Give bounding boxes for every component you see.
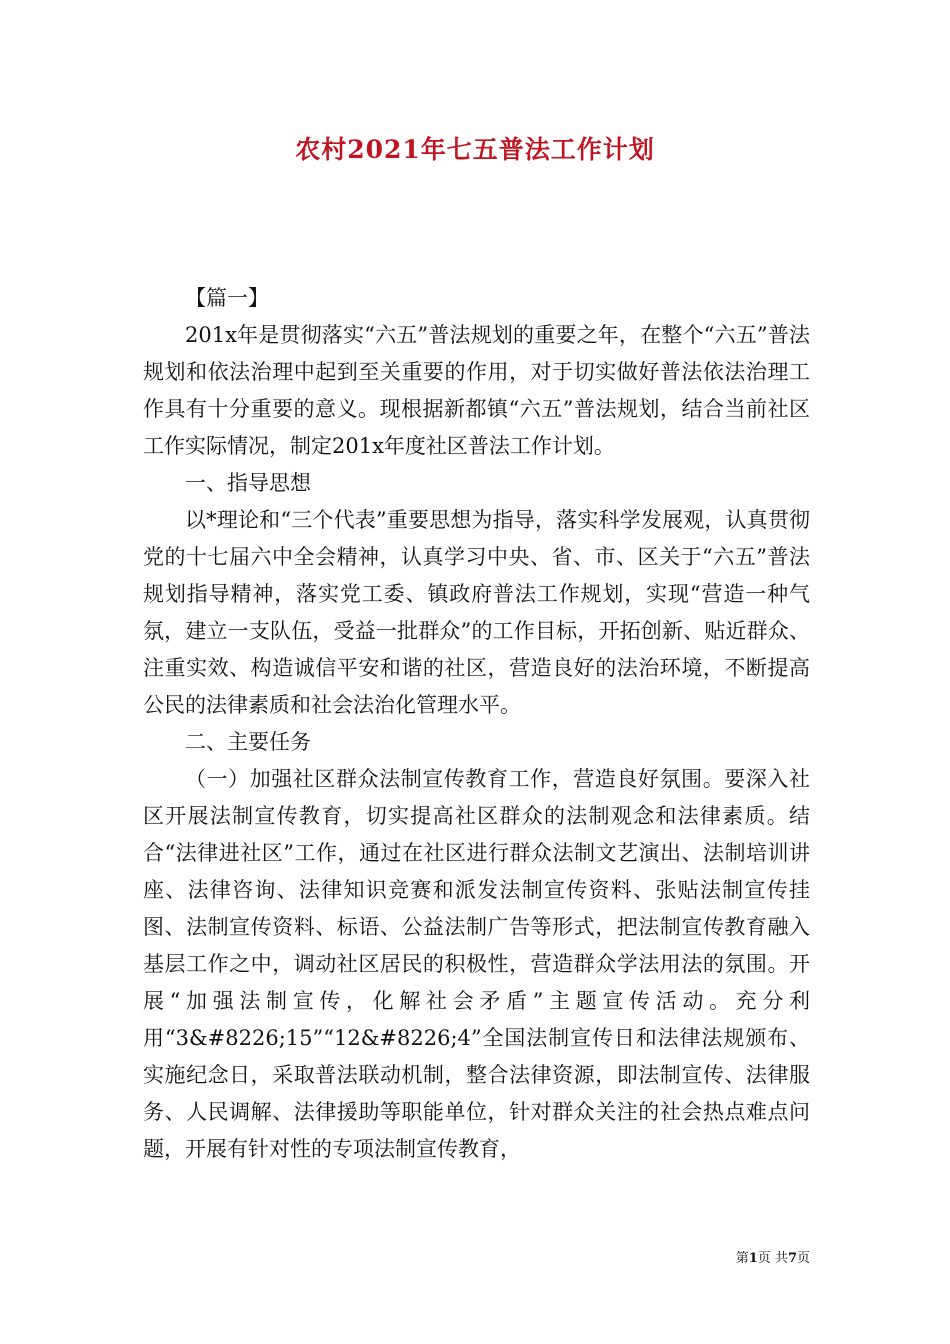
paragraph-guiding-thought: 以*理论和“三个代表”重要思想为指导，落实科学发展观，认真贯彻党的十七届六中全会精神，认真学习中央、省、市、区关于“六五”普法规划指导精神，落实党工委、镇政府普法工作规划，实现“营造一种气氛，建立一支队伍，受益一批群众”的工作目标，开拓创新、贴近群众、注重实效、构造诚信平安和谐的社区，营造良好的法治环境，不断提高公民的法律素质和社会法治化管理水平。 — [143, 508, 810, 717]
page-number-total: 7 — [787, 1251, 797, 1266]
heading-main-tasks: 二、主要任务 — [185, 730, 311, 754]
page-number-suffix: 页 — [796, 1251, 810, 1266]
section-label: 【篇一】 — [185, 286, 269, 310]
document-body — [143, 280, 810, 1168]
document-title: 农村2021年七五普法工作计划 — [295, 135, 655, 164]
page-number-prefix: 第 — [735, 1251, 749, 1266]
page-number — [690, 1247, 810, 1266]
heading-guiding-thought: 一、指导思想 — [185, 471, 311, 495]
paragraph-task-one: （一）加强社区群众法制宣传教育工作，营造良好氛围。要深入社区开展法制宣传教育，切实提高社区群众的法制观念和法律素质。结合“法律进社区”工作，通过在社区进行群众法制文艺演出、法制培训讲座、法律咨询、法律知识竞赛和派发法制宣传资料、张贴法制宣传挂图、法制宣传资料、标语、公益法制广告等形式，把法制宣传教育融入基层工作之中，调动社区居民的积极性，营造群众学法用法的氛围。开展“加强法制宣传，化解社会矛盾”主题宣传活动。充分利用“3&#8226;15”“12&#8226;4”全国法制宣传日和法律法规颁布、实施纪念日，采取普法联动机制，整合法律资源，即法制宣传、法律服务、人民调解、法律援助等职能单位，针对群众关注的社会热点难点问题，开展有针对性的专项法制宣传教育， — [143, 767, 810, 1161]
page-number-current: 1 — [748, 1251, 758, 1266]
page-number-middle: 页 共 — [757, 1251, 788, 1266]
paragraph-intro: 201x年是贯彻落实“六五”普法规划的重要之年，在整个“六五”普法规划和依法治理中起到至关重要的作用，对于切实做好普法依法治理工作具有十分重要的意义。现根据新都镇“六五”普法规划，结合当前社区工作实际情况，制定201x年度社区普法工作计划。 — [143, 323, 810, 458]
